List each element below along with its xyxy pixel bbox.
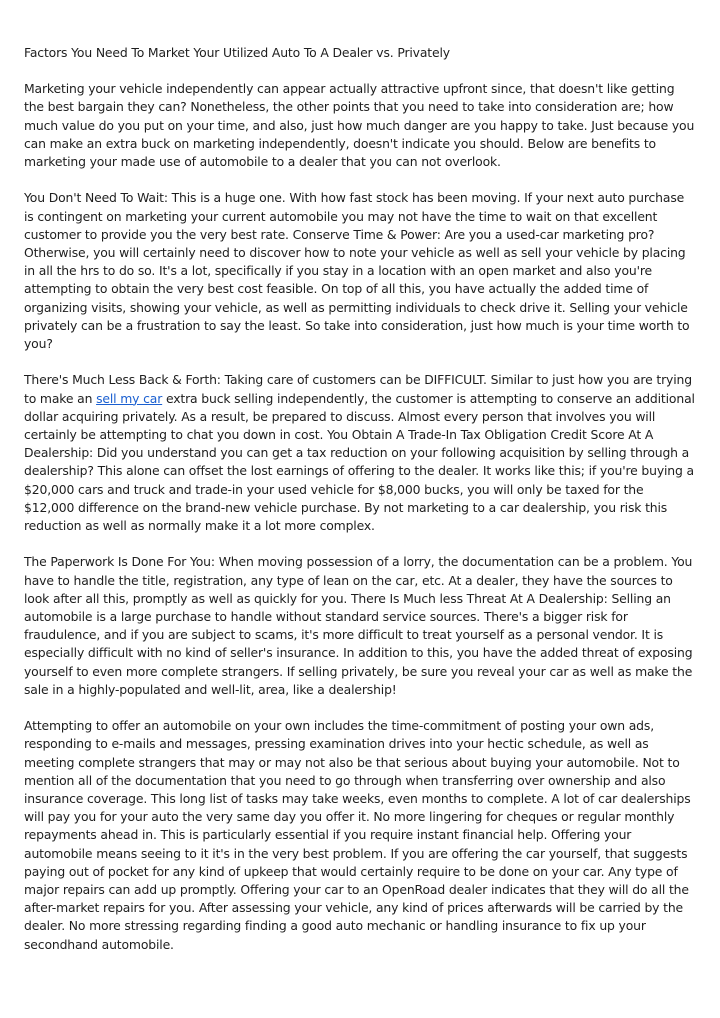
document-title: Factors You Need To Market Your Utilized Auto To A Dealer vs. Privately [24, 45, 450, 60]
paragraph-intro: Marketing your vehicle independently can appear actually attractive upfront since, that doesn't like getting the best bargain they can? Nonetheless, the other points that you need to take into consideration are; how much value do you put on your time, and also, just how much danger are you happy to take. Just because you can make an extra buck on marketing independently, doesn't indicate you should. Below are benefits to marketing your made use of automobile to a dealer that you can not overlook. [24, 81, 695, 170]
paragraph-back-and-forth [24, 371, 696, 535]
paragraph-no-wait: You Don't Need To Wait: This is a huge one. With how fast stock has been moving. If your next auto purchase is contingent on marketing your current automobile you may not have the time to wait on that excellent customer to provide you the very best rate. Conserve Time & Power: Are you a used-car marketing pro? Otherwise, you will certainly need to discover how to note your vehicle as well as sell your vehicle by placing in all the hrs to do so. It's a lot, specifically if you stay in a location with an open market and also you're attempting to obtain the very best cost feasible. On top of all this, you have actually the added time of organizing visits, showing your vehicle, as well as permitting individuals to check drive it. Selling your vehicle privately can be a frustration to say the least. So take into consideration, just how much is your time worth to you? [24, 190, 690, 352]
paragraph-text-after-link: extra buck selling independently, the customer is attempting to conserve an additional dollar acquiring privately. As a result, be prepared to discuss. Almost every person that involves you will certainly be attempting to chat you down in cost. You Obtain A Trade-In Tax Obligation Credit Score At A Dealership: Did you understand you can get a tax reduction on your following acquisition by selling through a dealership? This alone can offset the lost earnings of offering to the dealer. It works like this; if you're buying a $20,000 cars and truck and trade-in your used vehicle for $8,000 bucks, you will only be taxed for the $12,000 difference on the brand-new vehicle purchase. By not marketing to a car dealership, you risk this reduction as well as normally make it a lot more complex. [24, 390, 695, 534]
paragraph-text-before-link: There's Much Less Back & Forth: Taking care of customers can be DIFFICULT. Similar to just how you are trying to make an [24, 372, 692, 406]
paragraph-paperwork: The Paperwork Is Done For You: When moving possession of a lorry, the documentation can be a problem. You have to handle the title, registration, any type of lean on the car, etc. At a dealer, they have the sources to look after all this, promptly as well as quickly for you. There Is Much less Threat At A Dealership: Selling an automobile is a large purchase to handle without standard service sources. There's a bigger risk for fraudulence, and if you are subject to scams, it's more difficult to treat yourself as a personal vendor. It is especially difficult with no kind of seller's insurance. In addition to this, you have the added threat of exposing yourself to even more complete strangers. If selling privately, be sure you reveal your car as well as make the sale in a highly-populated and well-lit, area, like a dealership! [24, 554, 693, 697]
paragraph-offer-on-own: Attempting to offer an automobile on your own includes the time-commitment of posting your own ads, responding to e-mails and messages, pressing examination drives into your hectic schedule, as well as meeting complete strangers that may or may not also be that serious about buying your automobile. Not to mention all of the documentation that you need to go through when transferring over ownership and also insurance coverage. This long list of tasks may take weeks, even months to complete. A lot of car dealerships will pay you for your auto the very same day you offer it. No more lingering for cheques or regular monthly repayments ahead in. This is particularly essential if you require instant financial help. Offering your automobile means seeing to it it's in the very best problem. If you are offering the car yourself, that suggests paying out of pocket for any kind of upkeep that would certainly require to be done on your car. Any type of major repairs can add up promptly. Offering your car to an OpenRoad dealer indicates that they will do all the after-market repairs for you. After assessing your vehicle, any kind of prices afterwards will be carried by the dealer. No more stressing regarding finding a good auto mechanic or handling insurance to fix up your secondhand automobile. [24, 718, 691, 952]
sell-my-car-link[interactable]: sell my car [96, 390, 163, 406]
